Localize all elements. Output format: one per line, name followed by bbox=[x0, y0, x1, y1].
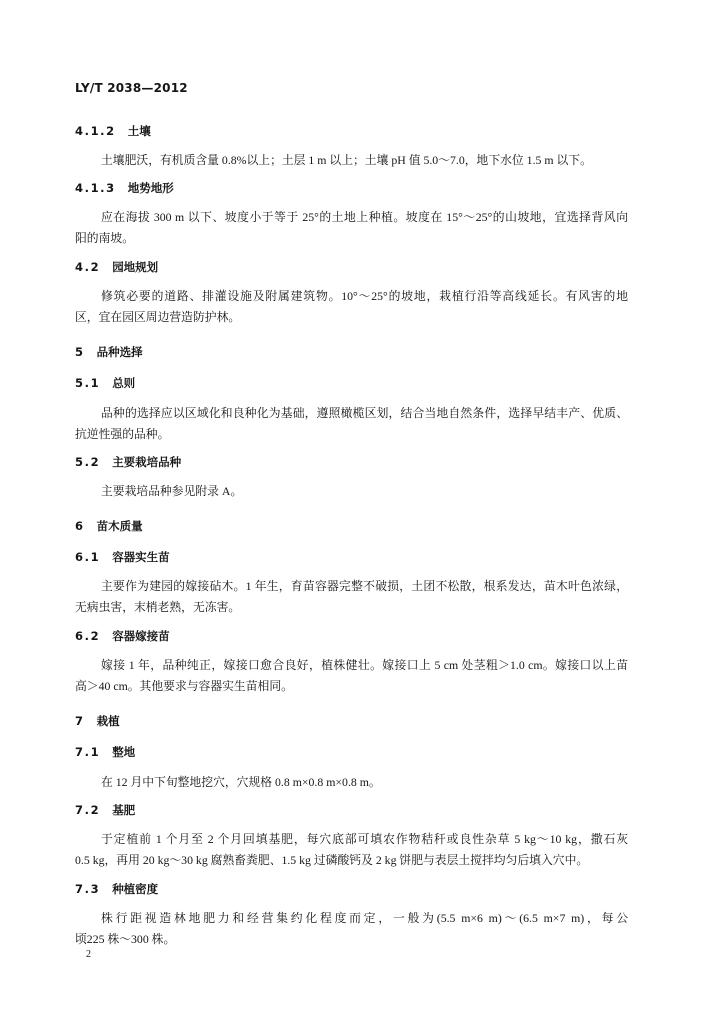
section-number: 7.3 bbox=[75, 882, 101, 896]
paragraph-line: 嫁接 1 年，品种纯正，嫁接口愈合良好，植株健壮。嫁接口上 5 cm 处茎粗＞1.0 cm。嫁接口以上苗 bbox=[101, 658, 628, 672]
section-number: 6.2 bbox=[75, 629, 101, 643]
heading-4-1-3 bbox=[75, 179, 174, 197]
section-title: 种植密度 bbox=[112, 882, 159, 896]
heading-6-1 bbox=[75, 548, 170, 566]
section-title: 地势地形 bbox=[127, 181, 174, 195]
paragraph-line: 应在海拔 300 m 以下、坡度小于等于 25°的土地上种植。坡度在 15°～25°的山坡地，宜选择背风向 bbox=[101, 210, 628, 224]
standard-code-header: LY/T 2038—2012 bbox=[75, 81, 188, 95]
chapter-number: 6 bbox=[75, 519, 85, 533]
section-number: 7.1 bbox=[75, 745, 101, 759]
heading-7-2 bbox=[75, 801, 135, 819]
paragraph-line: 抗逆性强的品种。 bbox=[75, 427, 170, 441]
section-number: 5.2 bbox=[75, 455, 101, 469]
chapter-number: 5 bbox=[75, 345, 85, 359]
paragraph-line: 0.5 kg，再用 20 kg～30 kg 腐熟畜粪肥、1.5 kg 过磷酸钙及 2 kg 饼肥与表层土搅拌均匀后填入穴中。 bbox=[75, 853, 589, 867]
paragraph-line: 主要栽培品种参见附录 A。 bbox=[101, 484, 243, 498]
section-number: 6.1 bbox=[75, 550, 101, 564]
chapter-title: 栽植 bbox=[96, 714, 120, 728]
section-number: 4.2 bbox=[75, 260, 101, 274]
page-number: 2 bbox=[86, 949, 91, 960]
paragraph-line: 在 12 月中下旬整地挖穴，穴规格 0.8 m×0.8 m×0.8 m。 bbox=[101, 775, 381, 789]
paragraph-line: 于定植前 1 个月至 2 个月回填基肥，每穴底部可填农作物秸秆或良性杂草 5 kg～10 kg，撒石灰 bbox=[101, 832, 628, 846]
section-title: 容器实生苗 bbox=[112, 550, 170, 564]
heading-4-1-2 bbox=[75, 122, 151, 140]
heading-5-2 bbox=[75, 453, 181, 471]
paragraph-line: 无病虫害，末梢老熟，无冻害。 bbox=[75, 600, 241, 614]
heading-7-3 bbox=[75, 880, 158, 898]
section-number: 7.2 bbox=[75, 803, 101, 817]
paragraph-line: 株行距视造林地肥力和经营集约化程度而定，一般为(5.5 m×6 m)～(6.5 m×7 m)，每公 bbox=[101, 911, 628, 925]
paragraph-line: 品种的选择应以区域化和良种化为基础，遵照橄榄区划，结合当地自然条件，选择早结丰产、优质、 bbox=[101, 406, 628, 420]
section-title: 基肥 bbox=[112, 803, 136, 817]
heading-7-1 bbox=[75, 743, 135, 761]
paragraph-line: 区，宜在园区周边营造防护林。 bbox=[75, 310, 241, 324]
section-number: 4.1.2 bbox=[75, 124, 116, 138]
section-title: 总则 bbox=[112, 376, 136, 390]
heading-4-2 bbox=[75, 258, 158, 276]
heading-6 bbox=[75, 517, 143, 535]
section-title: 主要栽培品种 bbox=[112, 455, 182, 469]
paragraph-line: 土壤肥沃，有机质含量 0.8%以上；土层 1 m 以上；土壤 pH 值 5.0～7.0，地下水位 1.5 m 以下。 bbox=[101, 153, 592, 167]
heading-5 bbox=[75, 343, 143, 361]
heading-7 bbox=[75, 712, 120, 730]
paragraph-line: 主要作为建园的嫁接砧木。1 年生，育苗容器完整不破损，土团不松散，根系发达，苗木叶色浓绿， bbox=[101, 579, 628, 593]
paragraph-line: 修筑必要的道路、排灌设施及附属建筑物。10°～25°的坡地，栽植行沿等高线延长。有风害的地 bbox=[101, 289, 628, 303]
paragraph-line: 阳的南坡。 bbox=[75, 231, 134, 245]
section-title: 土壤 bbox=[127, 124, 151, 138]
section-number: 5.1 bbox=[75, 376, 101, 390]
section-number: 4.1.3 bbox=[75, 181, 116, 195]
chapter-number: 7 bbox=[75, 714, 85, 728]
chapter-title: 品种选择 bbox=[96, 345, 143, 359]
chapter-title: 苗木质量 bbox=[96, 519, 143, 533]
paragraph-line: 高＞40 cm。其他要求与容器实生苗相同。 bbox=[75, 679, 293, 693]
paragraph-line: 顷225 株～300 株。 bbox=[75, 932, 176, 946]
section-title: 园地规划 bbox=[112, 260, 159, 274]
heading-6-2 bbox=[75, 627, 170, 645]
section-title: 整地 bbox=[112, 745, 136, 759]
section-title: 容器嫁接苗 bbox=[112, 629, 170, 643]
heading-5-1 bbox=[75, 374, 135, 392]
